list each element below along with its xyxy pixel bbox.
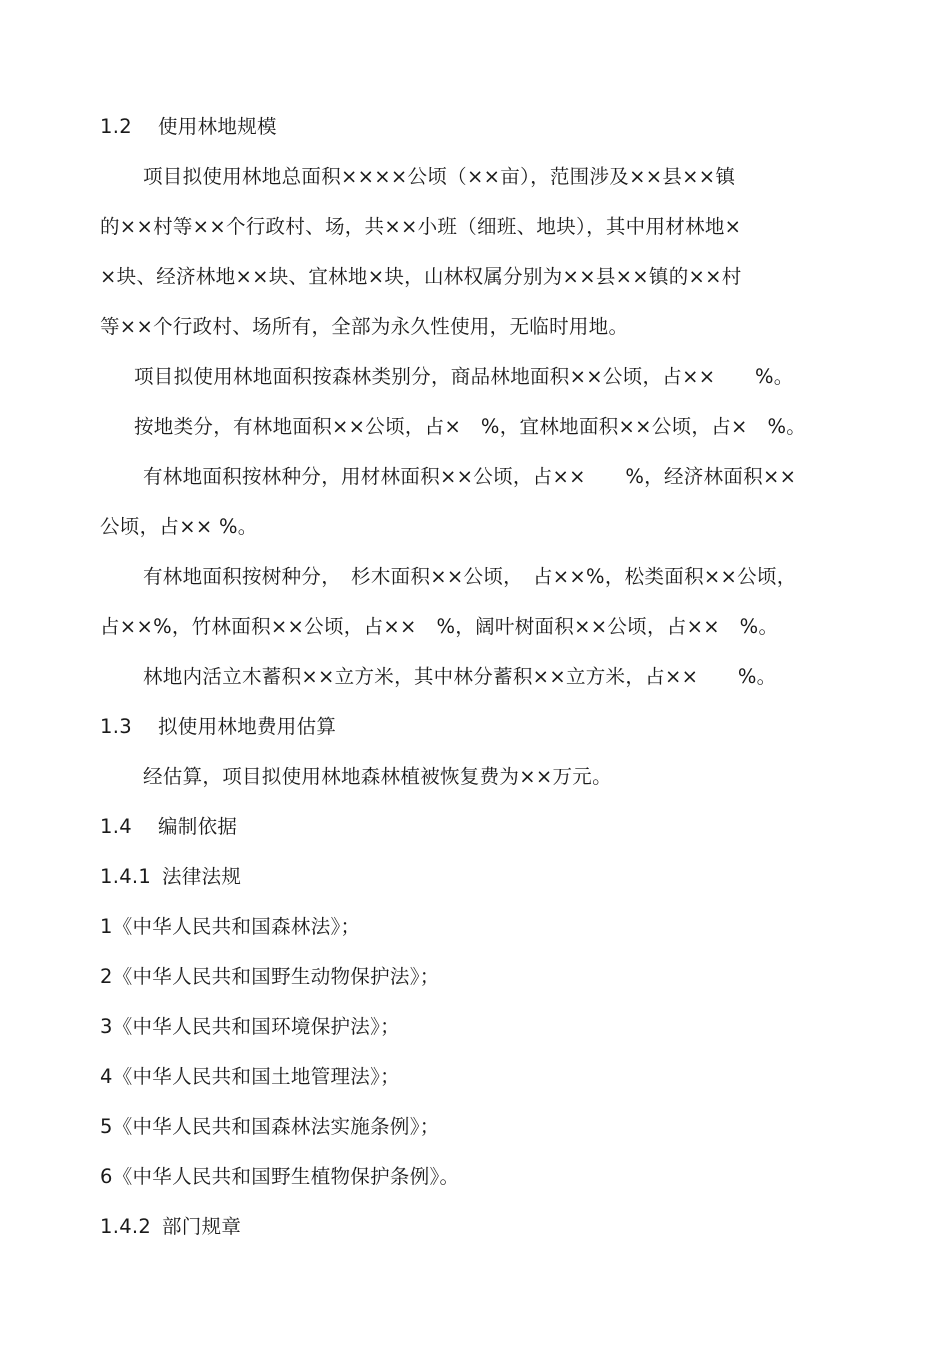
paragraph-line: 有林地面积按林种分，用材林面积××公顷，占×× %，经济林面积×× bbox=[143, 465, 797, 488]
law-list-item: 3《中华人民共和国环境保护法》； bbox=[100, 1015, 400, 1038]
paragraph-line: 有林地面积按树种分， 杉木面积××公顷， 占××%，松类面积××公顷， bbox=[143, 565, 797, 588]
heading-1-4-2 bbox=[100, 1214, 241, 1240]
law-list-item: 1《中华人民共和国森林法》； bbox=[100, 915, 361, 938]
law-list-item: 4《中华人民共和国土地管理法》； bbox=[100, 1065, 400, 1088]
law-list-item: 6《中华人民共和国野生植物保护条例》。 bbox=[100, 1165, 460, 1188]
heading-title: 拟使用林地费用估算 bbox=[158, 715, 337, 738]
paragraph-line: 林地内活立木蓄积××立方米，其中林分蓄积××立方米，占×× %。 bbox=[143, 665, 777, 688]
paragraph-line: 等××个行政村、场所有，全部为永久性使用，无临时用地。 bbox=[100, 315, 629, 338]
paragraph-line: 按地类分，有林地面积××公顷，占× %，宜林地面积××公顷，占× %。 bbox=[134, 415, 807, 438]
law-list-item: 5《中华人民共和国森林法实施条例》； bbox=[100, 1115, 440, 1138]
heading-number: 1.4.2 bbox=[100, 1215, 152, 1238]
paragraph-line: 的××村等××个行政村、场，共××小班（细班、地块），其中用材林地× bbox=[100, 215, 742, 238]
heading-1-4-1 bbox=[100, 864, 241, 890]
heading-1-2 bbox=[100, 114, 277, 140]
heading-title: 编制依据 bbox=[158, 815, 238, 838]
paragraph-line: 经估算，项目拟使用林地森林植被恢复费为××万元。 bbox=[143, 765, 612, 788]
heading-1-3 bbox=[100, 714, 336, 740]
heading-number: 1.4.1 bbox=[100, 865, 152, 888]
paragraph-line: 项目拟使用林地面积按森林类别分，商品林地面积××公顷，占×× %。 bbox=[134, 365, 794, 388]
heading-title: 法律法规 bbox=[162, 865, 242, 888]
heading-number: 1.2 bbox=[100, 115, 132, 138]
law-list-item: 2《中华人民共和国野生动物保护法》； bbox=[100, 965, 440, 988]
heading-number: 1.3 bbox=[100, 715, 132, 738]
heading-number: 1.4 bbox=[100, 815, 132, 838]
paragraph-line: 项目拟使用林地总面积××××公顷（××亩），范围涉及××县××镇 bbox=[143, 165, 736, 188]
heading-title: 部门规章 bbox=[162, 1215, 242, 1238]
heading-1-4 bbox=[100, 814, 237, 840]
paragraph-line: ×块、经济林地××块、宜林地×块，山林权属分别为××县××镇的××村 bbox=[100, 265, 742, 288]
paragraph-line: 占××%，竹林面积××公顷，占×× %，阔叶树面积××公顷，占×× %。 bbox=[100, 615, 779, 638]
heading-title: 使用林地规模 bbox=[158, 115, 277, 138]
paragraph-line: 公顷，占×× %。 bbox=[100, 515, 258, 538]
